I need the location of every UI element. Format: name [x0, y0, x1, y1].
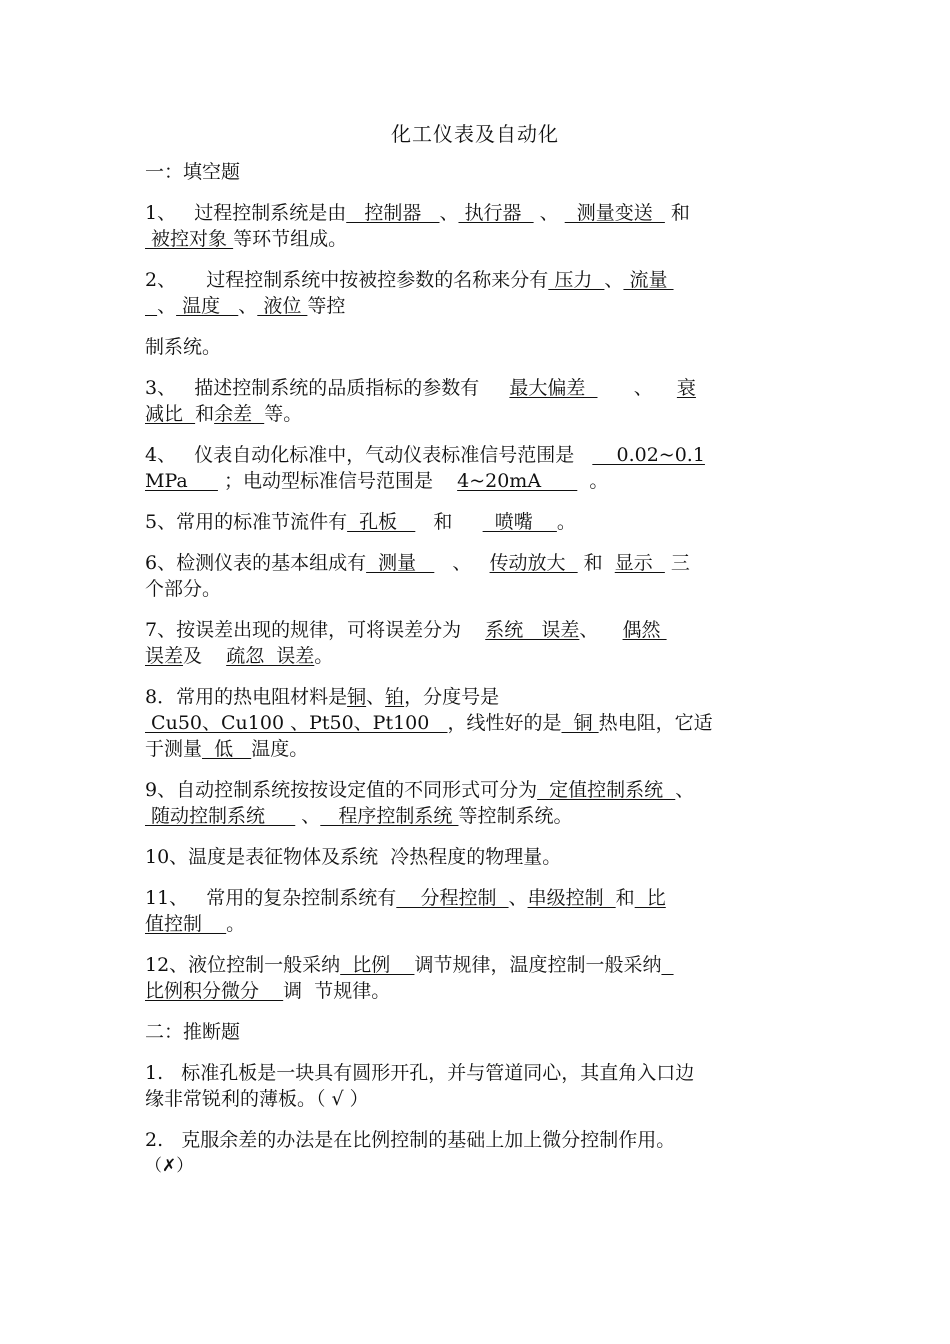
question-1-line-1: 1、 过程控制系统是由 控制器 、 执行器 、 测量变送 和: [145, 202, 690, 224]
section-heading-true-false: 二：推断题: [145, 1021, 241, 1043]
question-12-line-2: 比例积分微分 调 节规律。: [145, 980, 391, 1002]
judgement-2-line-1: 2. 克服余差的办法是在比例控制的基础上加上微分控制作用。: [145, 1129, 676, 1151]
question-5-line-1: 5、常用的标准节流件有 孔板 和 喷嘴 。: [145, 511, 576, 533]
question-8-line-3: 于测量 低 温度。: [145, 738, 309, 760]
question-8-line-1: 8．常用的热电阻材料是铜、铂，分度号是: [145, 686, 500, 708]
question-2-line-3: 制系统。: [145, 336, 222, 358]
question-9-line-2: 随动控制系统 、 程序控制系统 等控制系统。: [145, 805, 573, 827]
question-11-line-2: 值控制 。: [145, 913, 246, 935]
question-10-line-1: 10、温度是表征物体及系统 冷热程度的物理量。: [145, 846, 562, 868]
question-4-line-2: MPa ；电动型标准信号范围是 4~20mA 。: [145, 470, 609, 492]
question-7-line-2: 误差及 疏忽 误差。: [145, 645, 334, 667]
judgement-2-line-2: （✗）: [145, 1156, 194, 1176]
question-4-line-1: 4、 仪表自动化标准中，气动仪表标准信号范围是 0.02~0.1: [145, 444, 705, 466]
question-2-line-1: 2、 过程控制系统中按被控参数的名称来分有 压力 、 流量: [145, 269, 674, 291]
question-6-line-2: 个部分。: [145, 578, 222, 600]
section-heading-fill-blank: 一：填空题: [145, 161, 241, 183]
question-7-line-1: 7、按误差出现的规律，可将误差分为 系统 误差、 偶然: [145, 619, 667, 641]
question-2-line-2: 、 温度 、 液位 等控: [157, 295, 346, 317]
judgement-1-line-1: 1. 标准孔板是一块具有圆形开孔，并与管道同心，其直角入口边: [145, 1062, 695, 1084]
judgement-1-line-2: 缘非常锐利的薄板。（ √ ）: [145, 1088, 369, 1110]
question-12-line-1: 12、液位控制一般采纳 比例 调节规律，温度控制一般采纳: [145, 954, 662, 976]
question-3-line-1: 3、 描述控制系统的品质指标的参数有 最大偏差 、 衰: [145, 377, 696, 399]
question-11-line-1: 11、 常用的复杂控制系统有 分程控制 、串级控制 和 比: [145, 887, 666, 909]
question-8-line-2: Cu50、Cu100 、Pt50、Pt100 ，线性好的是 铜 热电阻，它适: [145, 712, 713, 734]
question-3-line-2: 减比 和余差 等。: [145, 403, 303, 425]
question-6-line-1: 6、检测仪表的基本组成有 测量 、 传动放大 和 显示 三: [145, 552, 690, 574]
question-9-line-1: 9、自动控制系统按按设定值的不同形式可分为 定值控制系统 、: [145, 779, 695, 801]
question-1-line-2: 被控对象 等环节组成。: [145, 228, 348, 250]
document-title: 化工仪表及自动化: [391, 122, 559, 146]
